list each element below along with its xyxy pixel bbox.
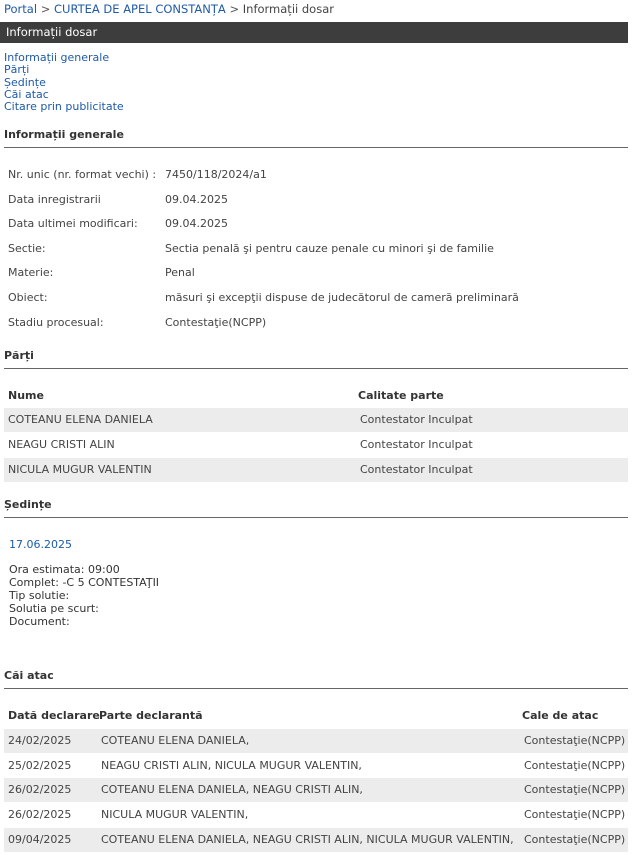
party-role: Contestator Inculpat [360,413,473,426]
appeal-date: 25/02/2025 [8,759,72,772]
info-label: Data ultimei modificari: [8,217,138,230]
column-header-parte-declaranta: Parte declarantă [99,709,203,722]
breadcrumb-current: Informații dosar [242,2,334,16]
section-heading-informatii-generale: Informații generale [4,128,628,148]
party-role: Contestator Inculpat [360,438,473,451]
table-row [4,408,628,432]
party-name: COTEANU ELENA DANIELA [8,413,153,426]
section-heading-cai-atac: Căi atac [4,669,628,689]
hearing-estimated-time: Ora estimata: 09:00 [9,563,120,576]
breadcrumb [4,2,334,16]
info-value: 09.04.2025 [165,217,228,230]
appeal-date: 24/02/2025 [8,734,72,747]
breadcrumb-separator: > [40,2,51,16]
appeal-type: Contestaţie(NCPP) [524,783,626,796]
anchor-link-parti[interactable]: Părți [4,63,30,77]
table-row [4,433,628,457]
appeal-party: NEAGU CRISTI ALIN, NICULA MUGUR VALENTIN, [101,759,362,772]
section-anchor-links [4,52,124,113]
appeal-party: COTEANU ELENA DANIELA, NEAGU CRISTI ALIN, NICULA MUGUR VALENTIN, [101,833,514,846]
appeal-party: COTEANU ELENA DANIELA, NEAGU CRISTI ALIN, [101,783,363,796]
info-label: Materie: [8,266,54,279]
info-label: Sectie: [8,242,46,255]
info-value: Penal [165,266,195,279]
info-label: Nr. unic (nr. format vechi) : [8,168,157,181]
party-name: NICULA MUGUR VALENTIN [8,463,152,476]
anchor-link-cai-atac[interactable]: Căi atac [4,87,49,101]
column-header-cale-de-atac: Cale de atac [522,709,599,722]
table-row [4,458,628,482]
section-heading-sedinte: Ședințe [4,498,628,518]
breadcrumb-separator: > [229,2,240,16]
table-row [4,729,628,753]
appeal-date: 26/02/2025 [8,783,72,796]
hearing-details [9,563,159,628]
appeal-party: NICULA MUGUR VALENTIN, [101,808,249,821]
appeal-type: Contestaţie(NCPP) [524,734,626,747]
info-label: Stadiu procesual: [8,316,104,329]
party-role: Contestator Inculpat [360,463,473,476]
hearing-date-link[interactable]: 17.06.2025 [9,538,72,551]
appeal-date: 26/02/2025 [8,808,72,821]
info-value: măsuri şi excepţii dispuse de judecătorul de cameră preliminară [165,291,519,304]
appeal-type: Contestaţie(NCPP) [524,833,626,846]
info-value: 09.04.2025 [165,193,228,206]
info-value: Sectia penală şi pentru cauze penale cu minori şi de familie [165,242,494,255]
info-value: 7450/118/2024/a1 [165,168,267,181]
info-value: Contestaţie(NCPP) [165,316,267,329]
info-label: Data inregistrarii [8,193,101,206]
hearing-document: Document: [9,615,70,628]
column-header-data-declarare: Dată declarare [8,709,100,722]
appeal-party: COTEANU ELENA DANIELA, [101,734,250,747]
appeal-type: Contestaţie(NCPP) [524,808,626,821]
anchor-link-sedinte[interactable]: Ședințe [4,75,46,89]
hearing-solution-type: Tip solutie: [9,589,70,602]
page-title-bar: Informații dosar [0,22,628,43]
hearing-panel: Complet: -C 5 CONTESTAŢII [9,576,160,589]
column-header-nume: Nume [8,389,44,402]
party-name: NEAGU CRISTI ALIN [8,438,115,451]
table-row [4,754,628,778]
breadcrumb-portal-link[interactable]: Portal [4,2,38,16]
table-row [4,778,628,802]
column-header-calitate-parte: Calitate parte [358,389,444,402]
hearing-solution-summary: Solutia pe scurt: [9,602,99,615]
anchor-link-citare-prin-publicitate[interactable]: Citare prin publicitate [4,100,124,114]
info-label: Obiect: [8,291,48,304]
breadcrumb-court-link[interactable]: CURTEA DE APEL CONSTANȚA [54,2,226,16]
table-row [4,803,628,827]
table-row [4,828,628,852]
appeal-date: 09/04/2025 [8,833,72,846]
appeal-type: Contestaţie(NCPP) [524,759,626,772]
anchor-link-informatii-generale[interactable]: Informații generale [4,51,110,64]
section-heading-parti: Părți [4,349,628,369]
